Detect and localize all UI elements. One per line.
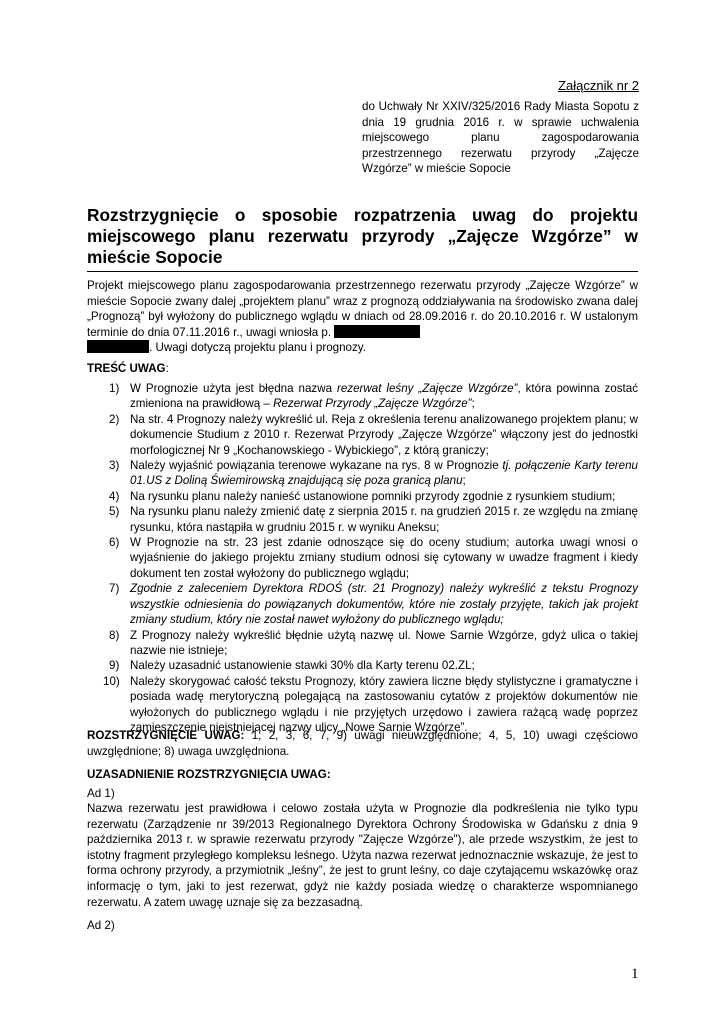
- list-item: [87, 628, 638, 659]
- item-text: , która powinna zostać zmieniona na prawidłową –: [130, 382, 638, 411]
- item-number: 9): [109, 659, 120, 673]
- list-item: [87, 674, 638, 736]
- item-number: 4): [109, 489, 120, 503]
- intro-text-2: . Uwagi dotyczą projektu planu i prognozy.: [149, 341, 366, 355]
- item-number: 10): [103, 674, 120, 688]
- item-text: Należy wyjaśnić powiązania terenowe wykazane na rys. 8 w Prognozie: [130, 459, 503, 473]
- item-text-italic: rezerwat leśny „Zajęcze Wzgórze”: [336, 382, 518, 395]
- remarks-section-title: [87, 361, 169, 377]
- ad2-label: Ad 2): [87, 919, 115, 932]
- item-text: W Prognozie użyta jest błędna nazwa: [130, 382, 337, 395]
- resolution-label: ROZSTRZYGNIĘCIE UWAG:: [87, 729, 245, 742]
- list-item: [87, 458, 638, 489]
- item-number: 6): [109, 536, 120, 550]
- intro-text-1: Projekt miejscowego planu zagospodarowania przestrzennego rezerwatu przyrody „Zajęcze Wzgórze” w mieście Sopocie zwany dalej „projektem planu” wraz z prognozą oddziaływania na środowisko zwana dalej „Prognozą” był wyłożony do publicznego wglądu w dniach od 28.09.2016 r. do 20.10.2016 r. W ustalonym terminie do dnia 07.11.2016 r., uwagi wniosła p.: [87, 279, 638, 339]
- document-heading: Rozstrzygnięcie o sposobie rozpatrzenia uwag do projektu miejscowego planu rezerwatu przyrody „Zajęcze Wzgórze” w mieście Sopocie: [87, 205, 638, 272]
- attachment-description: do Uchwały Nr XXIV/325/2016 Rady Miasta Sopotu z dnia 19 grudnia 2016 r. w sprawie uchwalenia miejscowego planu zagospodarowania przestrzennego rezerwatu przyrody „Zajęcze Wzgórze” w mieście Sopocie: [362, 100, 639, 176]
- list-item: [87, 381, 638, 412]
- list-item: [87, 489, 638, 504]
- item-number: 1): [109, 382, 120, 395]
- ad1-text: Nazwa rezerwatu jest prawidłowa i celowo została użyta w Prognozie dla podkreślenia nie tylko typu rezerwatu (Zarządzenie nr 39/2013 Regionalnego Dyrektora Ochrony Środowiska w Gdańsku z dnia 9 października 2013 r. w sprawie rezerwatu przyrody "Zajęcze Wzgórze"), ale przede wszystkim, że jest to istotny fragment przyległego kompleksu leśnego. Użyta nazwa rezerwat jednoznacznie wskazuje, że jest to forma ochrony przyrody, a przymiotnik „leśny”, że jest to grunt leśny, co daje czytającemu wskazówkę oraz informację o tym, jaki to jest rezerwat, gdyż nie każdy posiada wiedzę o charakterze wspomnianego rezerwatu. A zatem uwagę uznaje się za bezzasadną.: [87, 802, 638, 909]
- item-number: 2): [109, 412, 120, 426]
- item-text: Na str. 4 Prognozy należy wykreślić ul. Reja z określenia terenu analizowanego projektem planu; w dokumencie Studium z 2010 r. Rezerwat Przyrody „Zajęcze Wzgórze” włączony jest do jednostki morfologicznej Nr 9 „Kochanowskiego - Wybickiego”, z którą graniczy;: [130, 412, 638, 457]
- item-text-italic: tj. połączenie Karty terenu 01.US z Doliną Świemirowską znajdującą się poza granicą planu: [130, 459, 638, 488]
- item-text: Na rysunku planu należy zmienić datę z sierpnia 2015 r. na grudzień 2015 r. ze względu na zmianę rysunku, która nastąpiła w grudniu 2015 r. w wyniku Aneksu;: [130, 505, 638, 534]
- list-item: [87, 412, 638, 458]
- redaction-block: [334, 325, 420, 338]
- item-text: ;: [462, 474, 466, 488]
- item-text: ;: [471, 397, 475, 411]
- item-text: Należy uzasadnić ustanowienie stawki 30% dla Karty terenu 02.ZL;: [130, 659, 475, 673]
- item-number: 5): [109, 505, 120, 519]
- remarks-title-text: TREŚĆ UWAG: [87, 362, 166, 375]
- item-number: 8): [109, 628, 120, 642]
- item-text: Z Prognozy należy wykreślić błędnie użytą nazwę ul. Nowe Sarnie Wzgórze, gdyż ulica o takiej nazwie nie istnieje;: [130, 628, 638, 657]
- page-number: 1: [631, 966, 639, 982]
- item-text: Na rysunku planu należy nanieść ustanowione pomniki przyrody zgodnie z rysunkiem studium;: [130, 489, 616, 503]
- remarks-list: [87, 381, 638, 735]
- attachment-title: Załącznik nr 2: [558, 78, 639, 93]
- justification-title: UZASADNIENIE ROZSTRZYGNIĘCIA UWAG:: [87, 768, 331, 781]
- item-number: 3): [109, 459, 120, 473]
- remarks-title-colon: :: [165, 362, 169, 375]
- ad1-label: Ad 1): [87, 787, 115, 800]
- item-text: W Prognozie na str. 23 jest zdanie odnoszące się do oceny studium; autorka uwagi wnosi o wyjaśnienie do jakiego projektu zmiany studium odnosi się cytowany w uwadze fragment i kiedy dokument ten został wyłożony do publicznego wglądu;: [130, 536, 638, 580]
- list-item: [87, 658, 638, 673]
- list-item: [87, 581, 638, 627]
- item-number: 7): [109, 582, 120, 596]
- item-text-italic: Zgodnie z zaleceniem Dyrektora RDOŚ (str. 21 Prognozy) należy wykreślić z tekstu Prognozy wszystkie odniesienia do powiązanych dokumentów, które nie zostały przyjęte, takich jak projekt zmiany studium, który nie został nawet wyłożony do publicznego wglądu;: [130, 582, 638, 627]
- resolution-text: 1, 2, 3, 6, 7, 9) uwagi nieuwzględnione; 4, 5, 10) uwagi częściowo uwzględnione; 8) uwaga uwzględniona.: [87, 729, 638, 758]
- list-item: [87, 504, 638, 535]
- item-text-italic: Rezerwat Przyrody „Zajęcze Wzgórze”: [273, 397, 472, 411]
- list-item: [87, 535, 638, 581]
- resolution-paragraph: [87, 728, 638, 759]
- item-text: Należy skorygować całość tekstu Prognozy, który zawiera liczne błędy stylistyczne i gramatyczne i posiada wadę merytoryczną polegającą na zastosowaniu cytatów z projektów dokumentów nie wyłożonych do publicznego wglądu i nie przyjętych urzędowo i zawiera rażącą wadę poprzez zamieszczenie nieistniejącej nazwy ulicy „Nowe Sarnie Wzgórze”.: [130, 674, 638, 734]
- intro-paragraph: [87, 278, 638, 356]
- redaction-block: [87, 340, 149, 353]
